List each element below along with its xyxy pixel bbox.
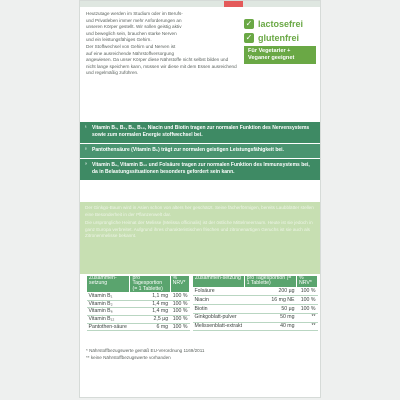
table-row (87, 308, 190, 316)
table-row (193, 296, 318, 305)
table-header-row (87, 276, 190, 293)
badge-group (244, 18, 316, 64)
table-row (193, 322, 318, 331)
nutrient-amount: 2,5 µg (130, 316, 170, 324)
column-header: Zusammen-setzung (87, 276, 130, 293)
nutrient-amount: 1,1 mg (130, 293, 170, 301)
footnote-nrv: * Nährstoffbezugswerte gemäß EU-Verordnung 1169/2011 (86, 348, 205, 353)
nutrient-nrv: 100 % (297, 287, 318, 296)
benefit-text: Vitamin B₁, B₂, B₆, B₁₂, Niacin und Biotin tragen zur normalen Funktion des Nervensystems sowie zum normalen Energie stoffwechsel bei. (92, 125, 310, 138)
intro-line: und beweglich sein, brauchen starke Nerven (86, 30, 177, 36)
table-row (193, 287, 318, 296)
table-row (193, 313, 318, 322)
nutrient-name: Melissenblatt-extrakt (194, 323, 243, 330)
checkmark-icon: ✓ (245, 19, 253, 28)
column-header: % NRV* (297, 276, 318, 288)
table-header-row (193, 276, 318, 288)
nutrient-name: Vitamin B₁ (87, 293, 130, 301)
table-row (87, 293, 190, 301)
nutrient-nrv: 100 % (297, 305, 318, 314)
column-header: Zusammen-setzung (193, 276, 245, 288)
vegan-badge: Für Vegetarier + Veganer geeignet (244, 46, 316, 64)
table-row (87, 323, 190, 331)
intro-line: und Privatleben immer mehr Anforderungen an (86, 17, 182, 23)
column-header: pro Tagesportion (= 1 Tablette) (244, 276, 296, 288)
nutrient-nrv: 100 % (170, 308, 189, 316)
nutrient-amount: 200 µg (244, 287, 296, 296)
benefit-item (80, 122, 320, 143)
package-back-panel (79, 0, 321, 398)
gluten-free-badge (244, 32, 316, 44)
nutrient-nrv: 100 % (297, 296, 318, 305)
intro-line: unseren Körper gestellt. Wir sollen geistig aktiv (86, 24, 182, 30)
plant-info (80, 202, 320, 274)
lactose-free-badge (244, 18, 316, 30)
intro-line: auf eine ausreichende Nährstoffversorgung (86, 50, 175, 56)
benefit-marker: ³ (85, 162, 87, 168)
benefit-marker: ² (85, 147, 87, 153)
nutrient-amount: 50 mg (244, 313, 296, 322)
nutrient-amount: 6 mg (130, 323, 170, 331)
nutrient-nrv: 100 % (170, 300, 189, 308)
intro-line: nicht lange speichern kann, müssen wir diese mit dem Essen ausreichend (86, 63, 237, 69)
nutrient-amount: 1,4 mg (130, 300, 170, 308)
nutrient-name: Vitamin B₂ (87, 300, 130, 308)
nutrition-table-left (86, 275, 190, 331)
intro-line: Heutzutage werden im Studium oder im Berufs- (86, 11, 183, 16)
nutrient-amount: 40 mg (244, 322, 296, 331)
intro-line: und ein leistungsfähiges Gehirn. (86, 37, 152, 43)
nutrient-amount: 16 mg NE (244, 296, 296, 305)
nutrient-name: Vitamin B₆ (87, 308, 130, 316)
melisse-text: Die ursprüngliche Heimat der Melisse (Melissa officinalis) ist der östliche Mittelmeerraum. Heute ist sie jedoch in ganz Europa verbreitet. Aufgrund ihres charakteristischen frischen und zitronenartigen Geruchs ist sie auch als Zitronenmelisse bekannt. (85, 220, 313, 239)
table-row (87, 300, 190, 308)
footnotes (86, 348, 205, 361)
benefit-list (80, 122, 320, 181)
nutrient-nrv: ** (297, 322, 318, 331)
nutrient-nrv: ** (297, 313, 318, 322)
nutrition-table-right (192, 275, 318, 331)
benefit-text: Pantothensäure (Vitamin B₅) trägt zur normalen geistigen Leistungsfähigkeit bei. (92, 147, 284, 153)
nutrient-name: Vitamin B₁₂ (87, 316, 130, 324)
table-row (193, 305, 318, 314)
checkmark-icon: ✓ (245, 33, 253, 42)
top-color-strip (80, 1, 320, 7)
intro-line: Der Stoffwechsel von Gehirn und Nerven ist (86, 43, 176, 49)
nutrient-amount: 50 µg (244, 305, 296, 314)
benefit-item (80, 159, 320, 180)
lactose-free-label: lactosefrei (258, 19, 304, 29)
column-header: pro Tagesportion (= 1 Tablette) (130, 276, 170, 293)
intro-line: und regelmäßig zuführen. (86, 70, 139, 76)
nutrient-amount: 1,4 mg (130, 308, 170, 316)
footnote-no-nrv: ** keine Nährstoffbezugswerte vorhanden (86, 354, 171, 360)
benefit-text: Vitamin B₆, Vitamin B₁₂ und Folsäure tragen zur normalen Funktion des Immunsystems bei, da in Belastungssituationen besonders gefordert sein kann. (92, 162, 310, 175)
nutrient-nrv: 100 % (170, 323, 189, 331)
intro-line: angewiesen. Da unser Körper diese Nährstoffe nicht selbst bilden und (86, 57, 229, 63)
nutrient-name: Ginkgoblatt-pulver (193, 313, 245, 322)
nutrient-name: Folsäure (193, 287, 245, 296)
nutrient-name: Biotin (193, 305, 245, 314)
benefit-item (80, 144, 320, 158)
column-header: % NRV* (170, 276, 189, 293)
ginkgo-text: Der Ginkgo-Baum wird in Asien schon von alters her geschätzt. Seine fächerförmigen, bereits Laubblätter stellen eine Besonderheit in der Pflanzenwelt dar. (85, 205, 314, 217)
nutrient-name: Pantothen-säure (87, 323, 130, 331)
nutrient-name: Niacin (193, 296, 245, 305)
nutrient-nrv: 100 % (170, 293, 189, 301)
gluten-free-label: glutenfrei (258, 33, 300, 43)
nutrition-tables (86, 275, 318, 331)
nutrient-nrv: 100 % (170, 316, 189, 324)
table-row (87, 316, 190, 324)
benefit-marker: ¹ (85, 125, 87, 131)
